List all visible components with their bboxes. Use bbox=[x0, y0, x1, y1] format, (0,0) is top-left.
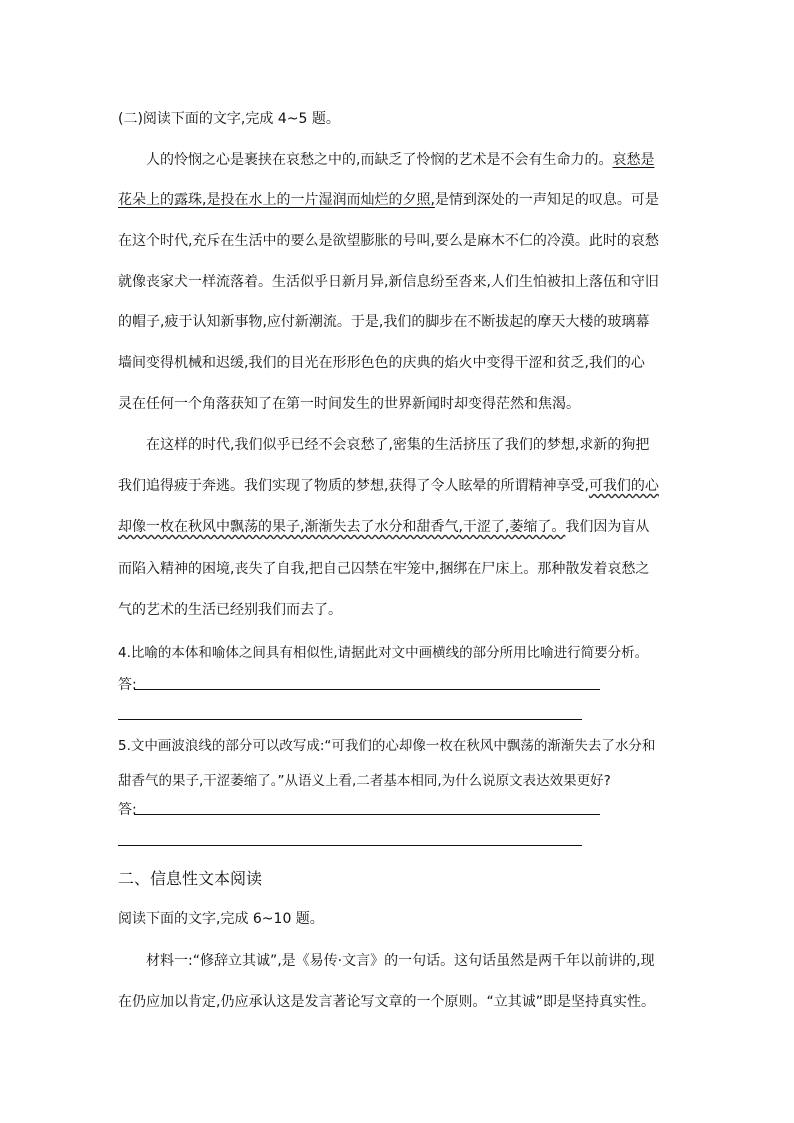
section-intro: (二)阅读下面的文字,完成 4~5 题。 bbox=[118, 111, 340, 127]
wavy-underlined-text: 却像一枚在秋风中飘荡的果子,渐渐失去了水分和甜香气,干涩了,萎缩了。 bbox=[118, 519, 566, 535]
plain-text: 是情到深处的一声知足的叹息。可是 bbox=[434, 192, 659, 208]
paragraph-line bbox=[118, 518, 649, 536]
paragraph-line: 在这样的时代,我们似乎已经不会哀愁了,密集的生活挤压了我们的梦想,求新的狗把 bbox=[146, 437, 650, 453]
answer-line[interactable] bbox=[118, 845, 582, 846]
paragraph-line: 在仍应加以肯定,仍应承认这是发言著论写文章的一个原则。“立其诚”即是坚持真实性。 bbox=[118, 994, 655, 1010]
section-intro: 阅读下面的文字,完成 6~10 题。 bbox=[118, 911, 324, 927]
paragraph-line: 在这个时代,充斥在生活中的要么是欲望膨胀的号叫,要么是麻木不仁的冷漠。此时的哀愁 bbox=[118, 233, 659, 249]
answer-label: 答: bbox=[118, 802, 137, 818]
underlined-text: 哀愁是 bbox=[612, 152, 655, 168]
paragraph-line: 墙间变得机械和迟缓,我们的目光在形形色色的庆典的焰火中变得干涩和贫乏,我们的心 bbox=[118, 355, 645, 371]
plain-text: 我们因为盲从 bbox=[565, 519, 650, 535]
answer-line[interactable] bbox=[118, 719, 582, 720]
answer-label: 答: bbox=[118, 677, 137, 693]
question-text: 4.比喻的本体和喻体之间具有相似性,请据此对文中画横线的部分所用比喻进行简要分析。 bbox=[118, 645, 649, 661]
paragraph-line bbox=[146, 151, 654, 169]
paragraph-line: 灵在任何一个角落获知了在第一时间发生的世界新闻时却变得茫然和焦渴。 bbox=[118, 396, 580, 412]
paragraph-line: 气的艺术的生活已经别我们而去了。 bbox=[118, 602, 342, 618]
question-text: 5.文中画波浪线的部分可以改写成:“可我们的心却像一枚在秋风中飘荡的渐渐失去了水分和 bbox=[118, 738, 656, 754]
plain-text: 我们追得疲于奔逃。我们实现了物质的梦想,获得了令人眩晕的所谓精神享受, bbox=[118, 478, 589, 494]
underlined-text: 是投在水上的一片湿润而灿烂的夕照, bbox=[206, 192, 435, 208]
paragraph-line: 的帽子,疲于认知新事物,应付新潮流。于是,我们的脚步在不断拔起的摩天大楼的玻璃幕 bbox=[118, 314, 650, 330]
wavy-underlined-text: 可我们的心 bbox=[588, 478, 659, 494]
paragraph-line bbox=[118, 191, 659, 209]
question-text: 甜香气的果子,干涩萎缩了。”从语义上看,二者基本相同,为什么说原文表达效果更好? bbox=[118, 773, 611, 789]
plain-text: 人的怜悯之心是裹挟在哀愁之中的,而缺乏了怜悯的艺术是不会有生命力的。 bbox=[146, 152, 613, 168]
paragraph-line: 就像丧家犬一样流落着。生活似乎日新月异,新信息纷至沓来,人们生怕被扣上落伍和守旧 bbox=[118, 274, 659, 290]
paragraph-line: 而陷入精神的困境,丧失了自我,把自己囚禁在牢笼中,捆绑在尸床上。那种散发着哀愁之 bbox=[118, 561, 650, 577]
paragraph-line bbox=[118, 477, 659, 495]
answer-line[interactable] bbox=[134, 689, 600, 690]
section-heading: 二、信息性文本阅读 bbox=[118, 869, 263, 888]
answer-line[interactable] bbox=[134, 814, 600, 815]
underlined-text: 花朵上的露珠, bbox=[118, 192, 207, 208]
paragraph-line: 材料一:“修辞立其诚”,是《易传·文言》的一句话。这句话虽然是两千年以前讲的,现 bbox=[146, 953, 655, 969]
